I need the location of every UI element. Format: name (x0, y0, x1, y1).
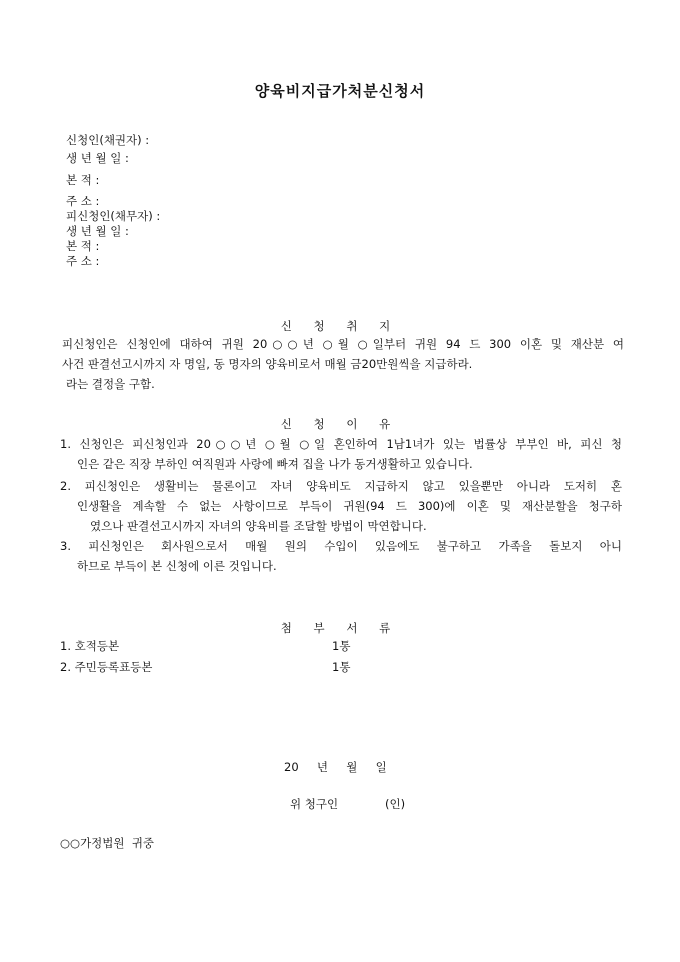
reason-2 (60, 476, 622, 496)
reason-2-line-2-wrap (77, 496, 622, 516)
reason-2-line-2: 인생활을 계속할 수 없는 사항이므로 부득이 귀원(94 드 300)에 이혼 및 재산분할을 청구하 (77, 499, 622, 513)
attachment-1-qty: 1통 (332, 639, 351, 653)
purpose-line-1: 피신청인은 신청인에 대하여 귀원 20○○년 ○월 ○일부터 귀원 94 드 300 이혼 및 재산분 여 (62, 337, 624, 351)
reason-2-line-3: 였으나 판결선고시까지 자녀의 양육비를 조달할 방법이 막연합니다. (90, 519, 427, 533)
reason-1-line-2: 인은 같은 직장 부하인 여직원과 사랑에 빠져 집을 나가 동거생활하고 있습니다. (77, 457, 473, 471)
applicant-address: 주 소 : (66, 194, 100, 208)
reason-1-line-1: 1. 신청인은 피신청인과 20○○년 ○월 ○일 혼인하여 1남1녀가 있는 법률상 부부인 바, 피신 청 (60, 437, 622, 451)
purpose-line-2: 사건 판결선고시까지 자 명일, 동 명자의 양육비로서 매월 금20만원씩을 지급하라. (62, 357, 473, 371)
respondent-birth: 생 년 월 일 : (66, 224, 129, 238)
purpose-heading: 신 청 취 지 (280, 319, 400, 333)
seal-mark: (인) (385, 797, 406, 811)
attachment-2-qty: 1통 (332, 660, 351, 674)
signer-label: 위 청구인 (290, 797, 339, 811)
attachment-1-name: 1. 호적등본 (60, 639, 120, 653)
document-title: 양육비지급가처분신청서 (254, 82, 426, 100)
reason-3-line-2: 하므로 부득이 본 신청에 이른 것입니다. (77, 559, 277, 573)
reason-3-line-1: 3. 피신청인은 회사원으로서 매월 원의 수입이 있음에도 불구하고 가족을 돌보지 아니 (60, 539, 622, 553)
purpose-line-3: 라는 결정을 구함. (66, 377, 155, 391)
attachments-heading: 첨 부 서 류 (280, 621, 400, 635)
applicant-label: 신청인(채권자) : (66, 133, 150, 147)
court-addressee: ○○가정법원 귀중 (60, 836, 155, 850)
respondent-domicile: 본 적 : (66, 239, 100, 253)
reason-2-line-1: 2. 피신청인은 생활비는 물론이고 자녀 양육비도 지급하지 않고 있을뿐만 아니라 도저히 혼 (60, 479, 622, 493)
reasons-heading: 신 청 이 유 (280, 417, 400, 431)
respondent-label: 피신청인(채무자) : (66, 209, 161, 223)
attachment-2-name: 2. 주민등록표등본 (60, 660, 153, 674)
reason-3 (60, 536, 622, 556)
applicant-birth: 생 년 월 일 : (66, 151, 129, 165)
respondent-address: 주 소 : (66, 254, 100, 268)
reason-1 (60, 434, 622, 454)
applicant-domicile: 본 적 : (66, 173, 100, 187)
filing-date: 20 년 월 일 (284, 760, 387, 774)
purpose-body (62, 334, 624, 354)
